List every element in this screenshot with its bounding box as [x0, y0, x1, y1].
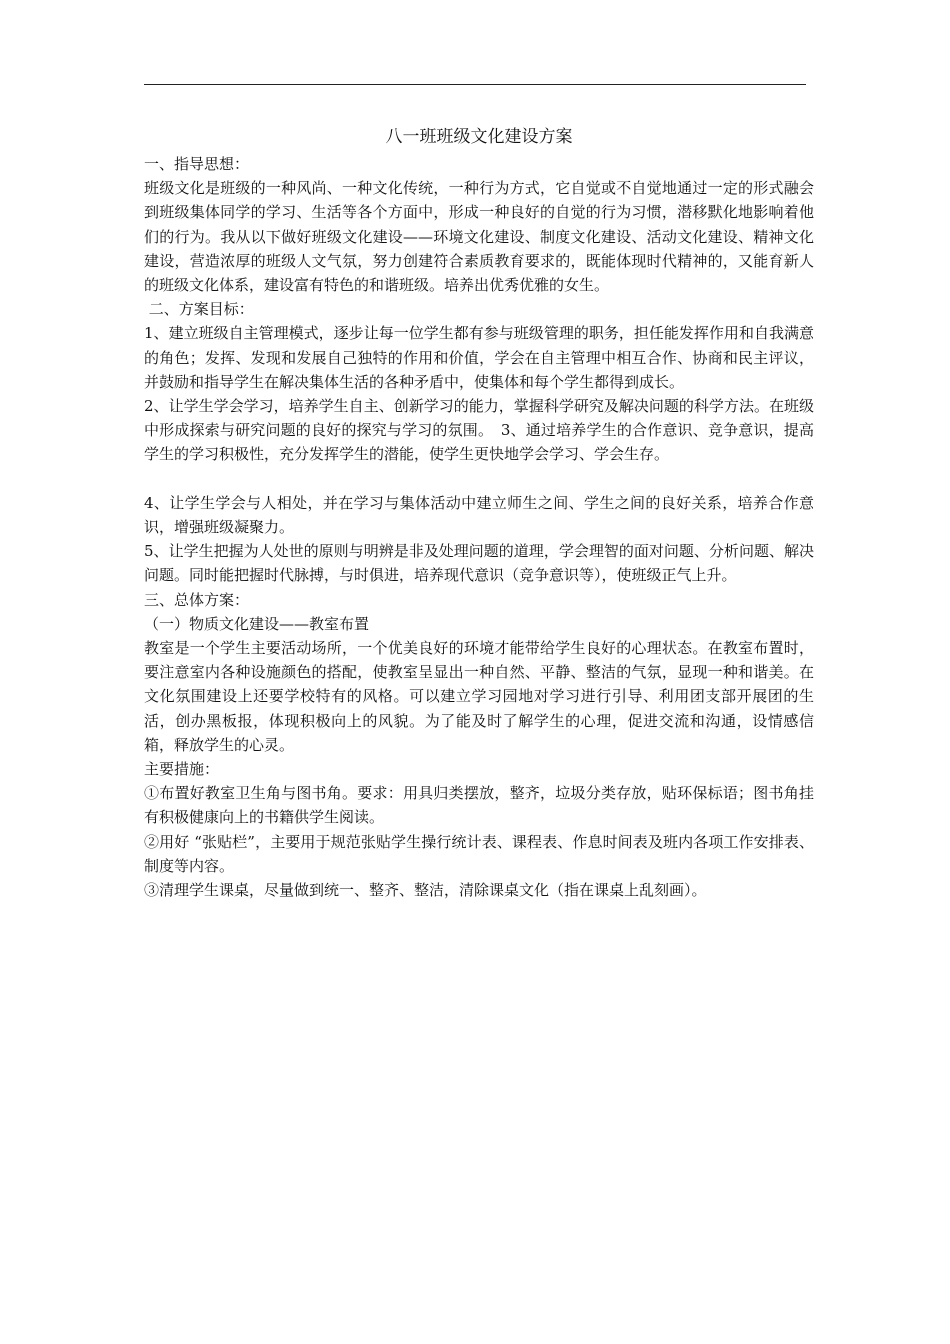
header-rule: [144, 84, 806, 85]
measure-item-1: ①布置好教室卫生角与图书角。要求：用具归类摆放，整齐，垃圾分类存放，贴环保标语；图书角挂有积极健康向上的书籍供学生阅读。: [144, 784, 814, 827]
paragraph-goal-4: 4、让学生学会与人相处，并在学习与集体活动中建立师生之间、学生之间的良好关系，培养合作意识，增强班级凝聚力。: [144, 493, 814, 537]
section-heading-main-measures: 主要措施：: [144, 760, 220, 779]
document-title: 八一班班级文化建设方案: [385, 127, 573, 147]
paragraph-goal-5: 5、让学生把握为人处世的原则与明辨是非及处理问题的道理，学会理智的面对问题、分析问题、解决问题。同时能把握时代脉搏，与时俱进，培养现代意识（竞争意识等），使班级正气上升。: [144, 542, 814, 585]
section-heading-guiding-thought: 一、指导思想：: [144, 155, 250, 173]
paragraph-guiding-thought: 班级文化是班级的一种风尚、一种文化传统，一种行为方式，它自觉或不自觉地通过一定的形式融会到班级集体同学的学习、生活等各个方面中，形成一种良好的自觉的行为习惯，潜移默化地影响着他们的行为。我从以下做好班级文化建设——环境文化建设、制度文化建设、活动文化建设、精神文化建设，营造浓厚的班级人文气氛，努力创建符合素质教育要求的，既能体现时代精神的，又能育新人的班级文化体系，建设富有特色的和谐班级。培养出优秀优雅的女生。: [144, 179, 814, 295]
section-heading-plan-goals: 二、方案目标：: [144, 300, 254, 319]
paragraph-goal-2-3: 2、让学生学会学习，培养学生自主、创新学习的能力，掌握科学研究及解决问题的科学方法。在班级中形成探索与研究问题的良好的探究与学习的氛围。 3、通过培养学生的合作意识、竞争意识，提高学生的学习积极性，充分发挥学生的潜能，使学生更快地学会学习、学会生存。: [144, 397, 814, 464]
measure-item-2: ②用好 “张贴栏”，主要用于规范张贴学生操行统计表、课程表、作息时间表及班内各项工作安排表、制度等内容。: [144, 832, 814, 875]
document-body: [144, 122, 814, 902]
blank-line: [144, 467, 814, 491]
section-heading-overall-plan: 三、总体方案：: [144, 590, 250, 609]
paragraph-goal-1: 1、建立班级自主管理模式，逐步让每一位学生都有参与班级管理的职务，担任能发挥作用和自我满意的角色；发挥、发现和发展自己独特的作用和价值，学会在自主管理中相互合作、协商和民主评议，并鼓励和指导学生在解决集体生活的各种矛盾中，使集体和每个学生都得到成长。: [144, 324, 814, 391]
measure-item-3: ③清理学生课桌，尽量做到统一、整齐、整洁，清除课桌文化（指在课桌上乱刻画）。: [144, 881, 707, 900]
paragraph-classroom-layout: 教室是一个学生主要活动场所，一个优美良好的环境才能带给学生良好的心理状态。在教室布置时，要注意室内各种设施颜色的搭配，使教室呈显出一种自然、平静、整洁的气氛，显现一种和谐美。在文化氛围建设上还要学校特有的风格。可以建立学习园地对学习进行引导、利用团支部开展团的生活，创办黑板报，体现积极向上的风貌。为了能及时了解学生的心理，促进交流和沟通，设情感信箱，释放学生的心灵。: [144, 639, 814, 754]
subsection-heading-classroom-layout: （一）物质文化建设——教室布置: [144, 614, 370, 633]
